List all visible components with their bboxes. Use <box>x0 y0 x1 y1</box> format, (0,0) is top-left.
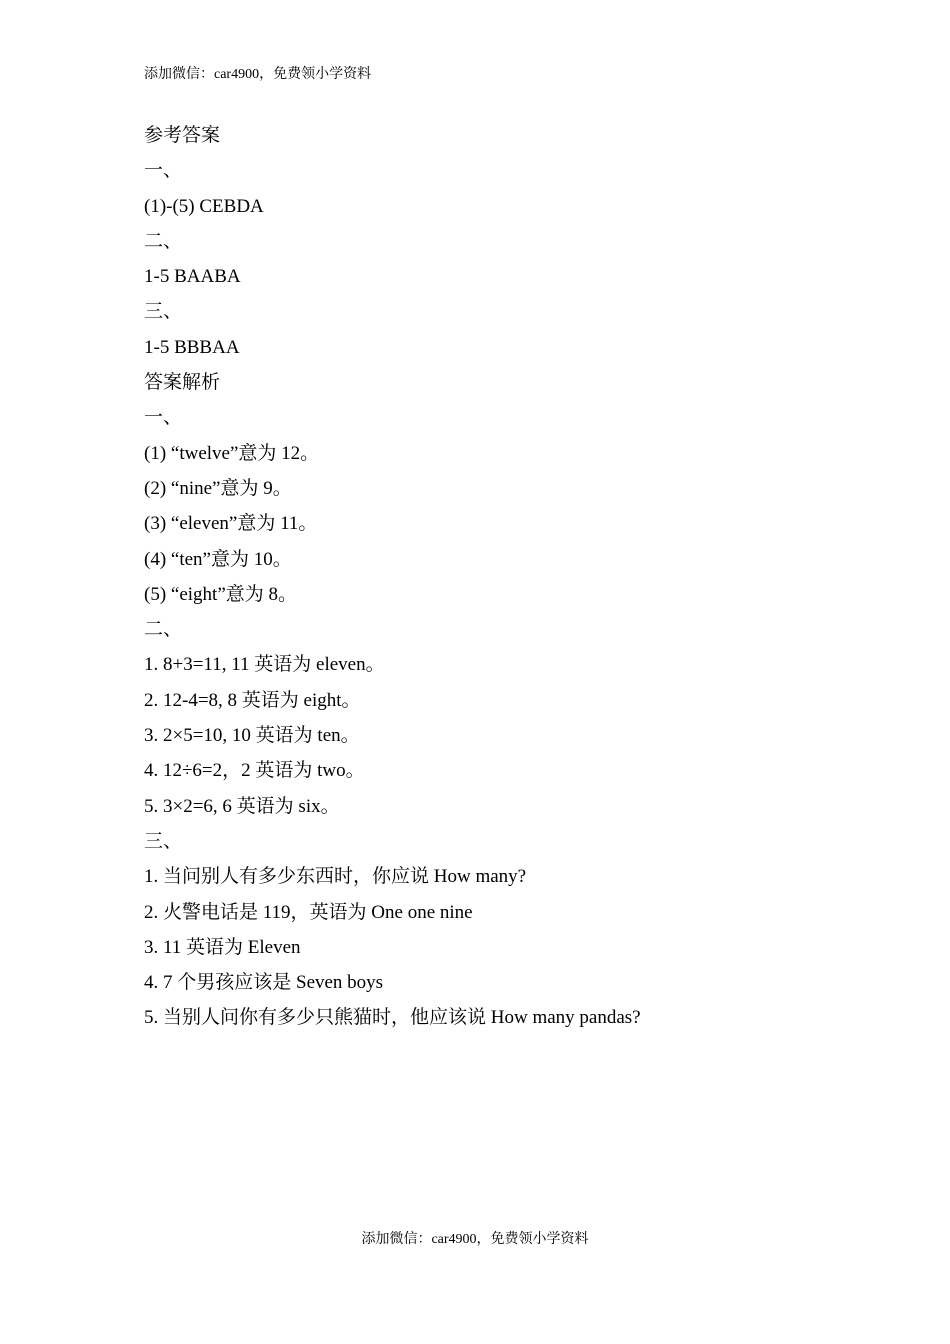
analysis-part-2-item: 1. 8+3=11, 11 英语为 eleven。 <box>144 654 385 676</box>
analysis-part-1-item: (2) “nine”意为 9。 <box>144 477 292 499</box>
footer-promo-note: 添加微信：car4900，免费领小学资料 <box>361 1232 589 1247</box>
analysis-part-1-item: (5) “eight”意为 8。 <box>144 583 298 605</box>
answers-section-1-heading: 一、 <box>144 160 183 182</box>
answers-section-2-answer: 1-5 BAABA <box>144 266 241 288</box>
answers-section-2-heading: 二、 <box>144 230 183 252</box>
analysis-title: 答案解析 <box>144 372 221 394</box>
analysis-part-1-item: (3) “eleven”意为 11。 <box>144 513 318 535</box>
analysis-part-3-item: 5. 当别人问你有多少只熊猫时，他应该说 How many pandas? <box>144 1007 641 1029</box>
answers-section-3-answer: 1-5 BBBAA <box>144 336 240 358</box>
document-body <box>144 124 824 1042</box>
answers-section-1-answer: (1)-(5) CEBDA <box>144 195 264 217</box>
analysis-part-1-heading: 一、 <box>144 407 183 429</box>
analysis-part-3-heading: 三、 <box>144 830 183 852</box>
analysis-part-3-item: 4. 7 个男孩应该是 Seven boys <box>144 972 384 994</box>
analysis-part-1-item: (4) “ten”意为 10。 <box>144 548 292 570</box>
header-promo-note: 添加微信：car4900，免费领小学资料 <box>144 67 372 82</box>
analysis-part-2-item: 5. 3×2=6, 6 英语为 six。 <box>144 795 340 817</box>
analysis-part-2-item: 3. 2×5=10, 10 英语为 ten。 <box>144 725 360 747</box>
analysis-part-2-item: 2. 12-4=8, 8 英语为 eight。 <box>144 689 361 711</box>
answers-section-3-heading: 三、 <box>144 301 183 323</box>
analysis-part-3-item: 1. 当问别人有多少东西时，你应说 How many? <box>144 866 527 888</box>
analysis-part-2-item: 4. 12÷6=2，2 英语为 two。 <box>144 760 365 782</box>
analysis-part-3-item: 2. 火警电话是 119，英语为 One one nine <box>144 901 473 923</box>
analysis-part-2-heading: 二、 <box>144 619 183 641</box>
analysis-part-1-item: (1) “twelve”意为 12。 <box>144 442 320 464</box>
answers-title: 参考答案 <box>144 125 221 146</box>
analysis-part-3-item: 3. 11 英语为 Eleven <box>144 936 301 958</box>
